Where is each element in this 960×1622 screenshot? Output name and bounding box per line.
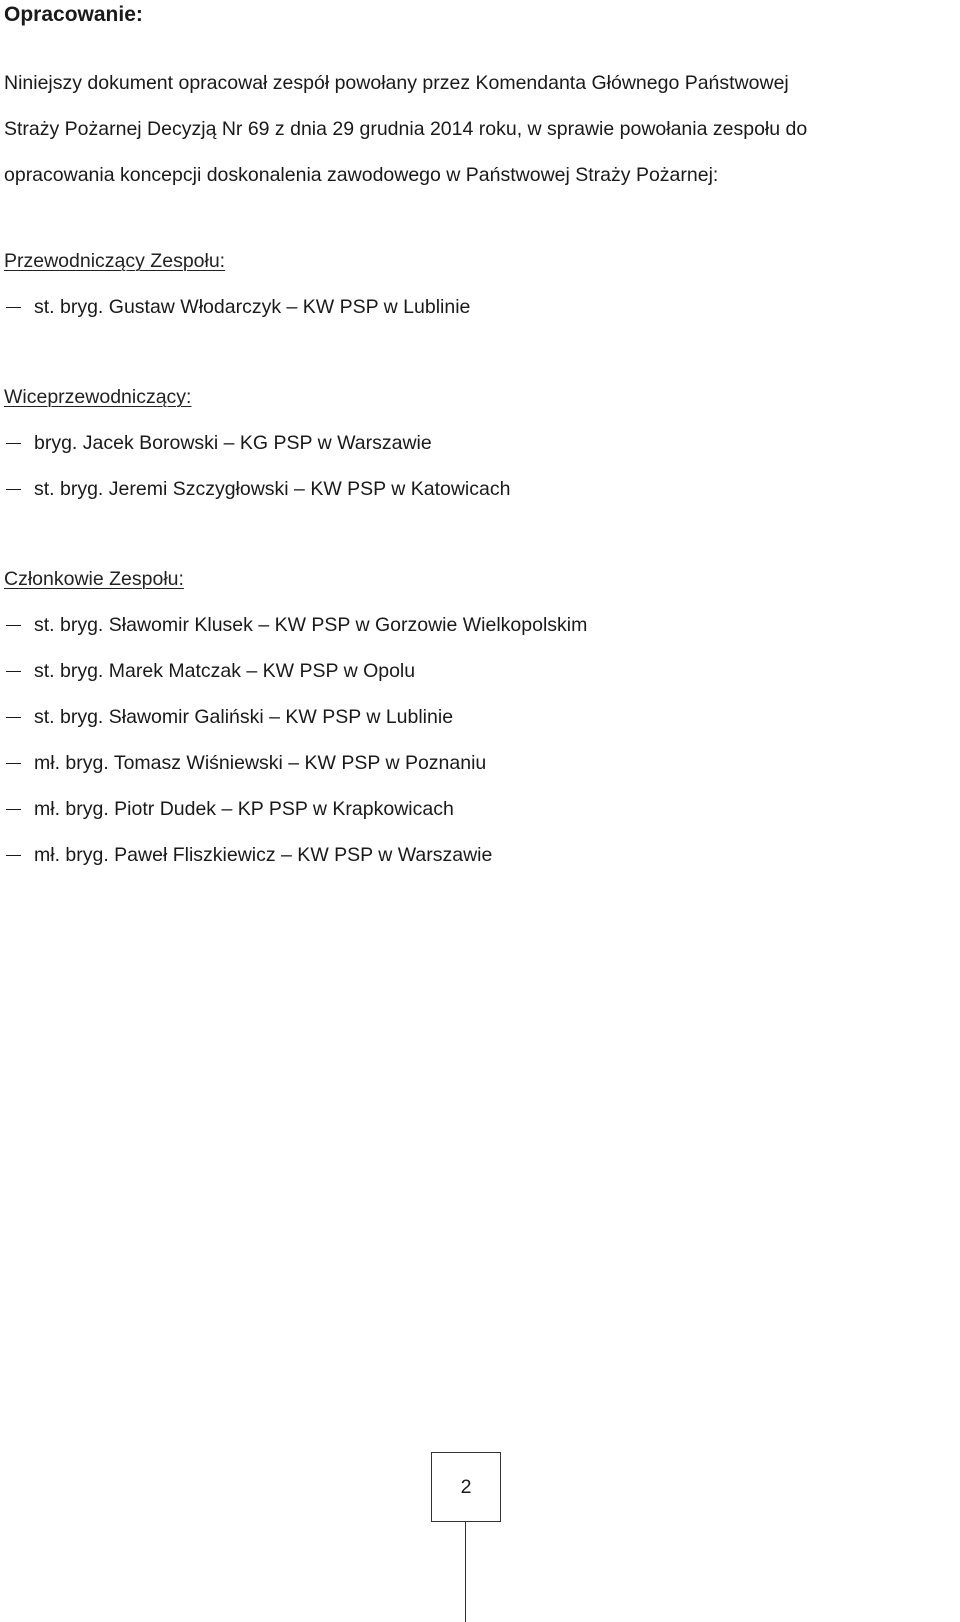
page-number-connector: [465, 1521, 466, 1622]
section-chair: [4, 238, 944, 330]
dash-bullet-icon: [6, 625, 21, 626]
dash-bullet-icon: [6, 443, 21, 444]
list-item: [4, 602, 944, 648]
intro-line: Straży Pożarnej Decyzją Nr 69 z dnia 29 grudnia 2014 roku, w sprawie powołania zespołu do: [4, 118, 808, 140]
section-members: [4, 556, 944, 878]
list-item: [4, 786, 944, 832]
section-vice: [4, 374, 944, 512]
section-heading-members: Członkowie Zespołu:: [4, 568, 184, 590]
member-list-vice: [4, 420, 944, 512]
member-text: st. bryg. Jeremi Szczygłowski – KW PSP w Katowicach: [34, 478, 511, 500]
list-item: [4, 466, 944, 512]
list-item: [4, 284, 944, 330]
dash-bullet-icon: [6, 489, 21, 490]
member-text: st. bryg. Gustaw Włodarczyk – KW PSP w Lublinie: [34, 296, 471, 318]
section-heading-vice: Wiceprzewodniczący:: [4, 386, 192, 408]
member-text: st. bryg. Marek Matczak – KW PSP w Opolu: [34, 660, 416, 682]
dash-bullet-icon: [6, 717, 21, 718]
page-title: Opracowanie:: [4, 3, 143, 26]
member-text: st. bryg. Sławomir Klusek – KW PSP w Gorzowie Wielkopolskim: [34, 614, 588, 636]
intro-line: opracowania koncepcji doskonalenia zawodowego w Państwowej Straży Pożarnej:: [4, 164, 719, 186]
member-list-chair: [4, 284, 944, 330]
page-number: 2: [431, 1452, 501, 1522]
list-item: [4, 832, 944, 878]
dash-bullet-icon: [6, 763, 21, 764]
member-text: bryg. Jacek Borowski – KG PSP w Warszawie: [34, 432, 432, 454]
section-heading-chair: Przewodniczący Zespołu:: [4, 250, 226, 272]
dash-bullet-icon: [6, 307, 21, 308]
list-item: [4, 648, 944, 694]
list-item: [4, 694, 944, 740]
dash-bullet-icon: [6, 809, 21, 810]
member-text: mł. bryg. Piotr Dudek – KP PSP w Krapkowicach: [34, 798, 454, 820]
list-item: [4, 740, 944, 786]
intro-paragraph: [4, 60, 944, 198]
member-text: mł. bryg. Tomasz Wiśniewski – KW PSP w Poznaniu: [34, 752, 487, 774]
dash-bullet-icon: [6, 671, 21, 672]
list-item: [4, 420, 944, 466]
member-text: st. bryg. Sławomir Galiński – KW PSP w Lublinie: [34, 706, 454, 728]
intro-line: Niniejszy dokument opracował zespół powołany przez Komendanta Głównego Państwowej: [4, 72, 789, 94]
member-list-members: [4, 602, 944, 878]
member-text: mł. bryg. Paweł Fliszkiewicz – KW PSP w Warszawie: [34, 844, 493, 866]
dash-bullet-icon: [6, 855, 21, 856]
